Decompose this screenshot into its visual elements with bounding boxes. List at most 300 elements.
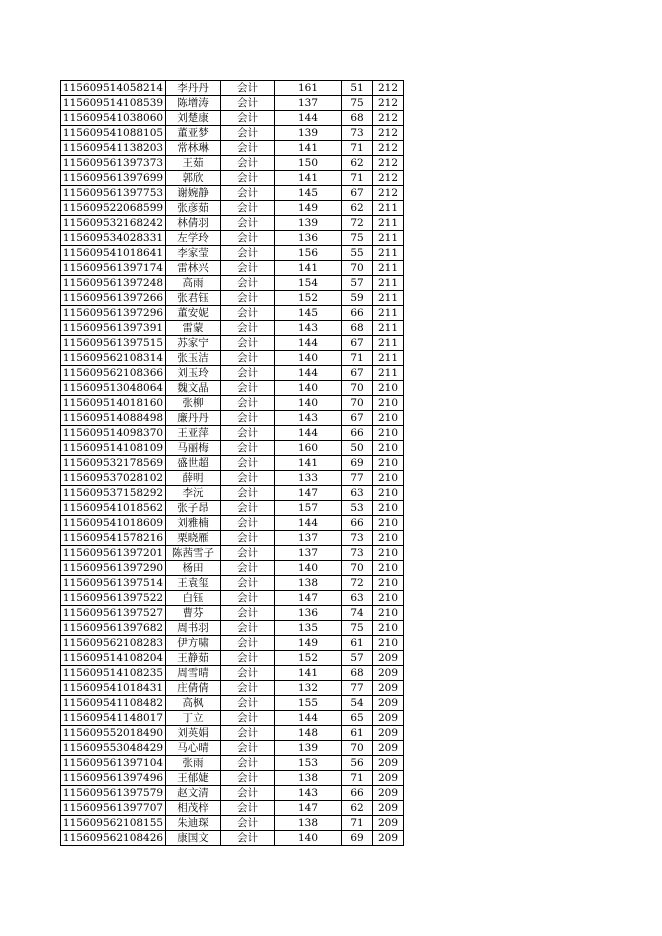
exam-id-cell: 115609561397391 bbox=[61, 321, 166, 336]
exam-id-cell: 115609541018431 bbox=[61, 681, 166, 696]
score-b-cell: 50 bbox=[342, 441, 373, 456]
score-a-cell: 138 bbox=[275, 771, 342, 786]
score-b-cell: 61 bbox=[342, 726, 373, 741]
table-row bbox=[61, 171, 404, 186]
table-row bbox=[61, 741, 404, 756]
name-cell: 刘英娟 bbox=[166, 726, 221, 741]
total-cell: 212 bbox=[373, 171, 404, 186]
major-cell: 会计 bbox=[221, 801, 275, 816]
score-b-cell: 62 bbox=[342, 801, 373, 816]
score-b-cell: 75 bbox=[342, 96, 373, 111]
score-a-cell: 140 bbox=[275, 396, 342, 411]
table-row bbox=[61, 381, 404, 396]
score-b-cell: 62 bbox=[342, 156, 373, 171]
exam-id-cell: 115609532178569 bbox=[61, 456, 166, 471]
score-a-cell: 148 bbox=[275, 726, 342, 741]
score-a-cell: 143 bbox=[275, 411, 342, 426]
exam-id-cell: 115609541018641 bbox=[61, 246, 166, 261]
major-cell: 会计 bbox=[221, 126, 275, 141]
score-a-cell: 154 bbox=[275, 276, 342, 291]
score-a-cell: 152 bbox=[275, 291, 342, 306]
table-row bbox=[61, 561, 404, 576]
total-cell: 211 bbox=[373, 261, 404, 276]
score-a-cell: 141 bbox=[275, 261, 342, 276]
exam-id-cell: 115609522068599 bbox=[61, 201, 166, 216]
major-cell: 会计 bbox=[221, 216, 275, 231]
name-cell: 高雨 bbox=[166, 276, 221, 291]
table-row bbox=[61, 156, 404, 171]
score-a-cell: 136 bbox=[275, 231, 342, 246]
table-row bbox=[61, 351, 404, 366]
major-cell: 会计 bbox=[221, 246, 275, 261]
name-cell: 白钰 bbox=[166, 591, 221, 606]
score-b-cell: 66 bbox=[342, 516, 373, 531]
score-a-cell: 139 bbox=[275, 741, 342, 756]
score-a-cell: 149 bbox=[275, 636, 342, 651]
name-cell: 刘玉玲 bbox=[166, 366, 221, 381]
exam-id-cell: 115609541108482 bbox=[61, 696, 166, 711]
score-b-cell: 65 bbox=[342, 711, 373, 726]
name-cell: 高枫 bbox=[166, 696, 221, 711]
exam-id-cell: 115609562108155 bbox=[61, 816, 166, 831]
major-cell: 会计 bbox=[221, 351, 275, 366]
name-cell: 王茹 bbox=[166, 156, 221, 171]
total-cell: 210 bbox=[373, 531, 404, 546]
name-cell: 魏文晶 bbox=[166, 381, 221, 396]
exam-id-cell: 115609514108235 bbox=[61, 666, 166, 681]
total-cell: 210 bbox=[373, 501, 404, 516]
major-cell: 会计 bbox=[221, 141, 275, 156]
total-cell: 210 bbox=[373, 561, 404, 576]
exam-id-cell: 115609514088498 bbox=[61, 411, 166, 426]
total-cell: 209 bbox=[373, 756, 404, 771]
name-cell: 相茂梓 bbox=[166, 801, 221, 816]
total-cell: 209 bbox=[373, 726, 404, 741]
score-b-cell: 66 bbox=[342, 306, 373, 321]
exam-id-cell: 115609537158292 bbox=[61, 486, 166, 501]
name-cell: 盛世超 bbox=[166, 456, 221, 471]
major-cell: 会计 bbox=[221, 666, 275, 681]
score-a-cell: 145 bbox=[275, 186, 342, 201]
total-cell: 212 bbox=[373, 141, 404, 156]
total-cell: 210 bbox=[373, 636, 404, 651]
major-cell: 会计 bbox=[221, 486, 275, 501]
total-cell: 210 bbox=[373, 606, 404, 621]
total-cell: 211 bbox=[373, 246, 404, 261]
score-a-cell: 143 bbox=[275, 321, 342, 336]
major-cell: 会计 bbox=[221, 276, 275, 291]
table-row bbox=[61, 186, 404, 201]
major-cell: 会计 bbox=[221, 696, 275, 711]
major-cell: 会计 bbox=[221, 381, 275, 396]
table-row bbox=[61, 321, 404, 336]
total-cell: 211 bbox=[373, 351, 404, 366]
total-cell: 209 bbox=[373, 741, 404, 756]
table-row bbox=[61, 531, 404, 546]
score-table-body bbox=[61, 81, 404, 846]
exam-id-cell: 115609561397699 bbox=[61, 171, 166, 186]
total-cell: 211 bbox=[373, 366, 404, 381]
total-cell: 209 bbox=[373, 801, 404, 816]
name-cell: 刘楚康 bbox=[166, 111, 221, 126]
score-a-cell: 138 bbox=[275, 816, 342, 831]
table-row bbox=[61, 411, 404, 426]
major-cell: 会计 bbox=[221, 711, 275, 726]
exam-id-cell: 115609561397290 bbox=[61, 561, 166, 576]
major-cell: 会计 bbox=[221, 411, 275, 426]
major-cell: 会计 bbox=[221, 186, 275, 201]
score-a-cell: 138 bbox=[275, 576, 342, 591]
table-row bbox=[61, 261, 404, 276]
score-b-cell: 70 bbox=[342, 741, 373, 756]
exam-id-cell: 115609561397174 bbox=[61, 261, 166, 276]
score-b-cell: 70 bbox=[342, 396, 373, 411]
total-cell: 210 bbox=[373, 591, 404, 606]
total-cell: 209 bbox=[373, 681, 404, 696]
score-a-cell: 160 bbox=[275, 441, 342, 456]
score-b-cell: 70 bbox=[342, 261, 373, 276]
exam-id-cell: 115609537028102 bbox=[61, 471, 166, 486]
score-a-cell: 147 bbox=[275, 486, 342, 501]
name-cell: 张子昂 bbox=[166, 501, 221, 516]
exam-id-cell: 115609561397248 bbox=[61, 276, 166, 291]
table-row bbox=[61, 216, 404, 231]
name-cell: 丁立 bbox=[166, 711, 221, 726]
total-cell: 210 bbox=[373, 576, 404, 591]
score-b-cell: 75 bbox=[342, 231, 373, 246]
total-cell: 209 bbox=[373, 651, 404, 666]
total-cell: 210 bbox=[373, 516, 404, 531]
name-cell: 雷林兴 bbox=[166, 261, 221, 276]
major-cell: 会计 bbox=[221, 171, 275, 186]
major-cell: 会计 bbox=[221, 606, 275, 621]
score-a-cell: 145 bbox=[275, 306, 342, 321]
table-row bbox=[61, 606, 404, 621]
name-cell: 周雪晴 bbox=[166, 666, 221, 681]
score-b-cell: 71 bbox=[342, 351, 373, 366]
name-cell: 雷蒙 bbox=[166, 321, 221, 336]
score-b-cell: 63 bbox=[342, 486, 373, 501]
major-cell: 会计 bbox=[221, 771, 275, 786]
total-cell: 211 bbox=[373, 201, 404, 216]
score-a-cell: 150 bbox=[275, 156, 342, 171]
name-cell: 张彦茹 bbox=[166, 201, 221, 216]
exam-id-cell: 115609562108366 bbox=[61, 366, 166, 381]
exam-id-cell: 115609514018160 bbox=[61, 396, 166, 411]
score-table bbox=[60, 80, 404, 846]
score-a-cell: 155 bbox=[275, 696, 342, 711]
score-a-cell: 149 bbox=[275, 201, 342, 216]
table-row bbox=[61, 81, 404, 96]
major-cell: 会计 bbox=[221, 231, 275, 246]
table-row bbox=[61, 546, 404, 561]
name-cell: 廉丹丹 bbox=[166, 411, 221, 426]
major-cell: 会计 bbox=[221, 396, 275, 411]
table-row bbox=[61, 681, 404, 696]
major-cell: 会计 bbox=[221, 576, 275, 591]
score-b-cell: 66 bbox=[342, 786, 373, 801]
total-cell: 209 bbox=[373, 666, 404, 681]
name-cell: 杨田 bbox=[166, 561, 221, 576]
name-cell: 薛明 bbox=[166, 471, 221, 486]
total-cell: 210 bbox=[373, 486, 404, 501]
name-cell: 庄倩倩 bbox=[166, 681, 221, 696]
table-row bbox=[61, 231, 404, 246]
exam-id-cell: 115609561397682 bbox=[61, 621, 166, 636]
total-cell: 210 bbox=[373, 426, 404, 441]
total-cell: 210 bbox=[373, 471, 404, 486]
name-cell: 郭欣 bbox=[166, 171, 221, 186]
score-b-cell: 70 bbox=[342, 561, 373, 576]
major-cell: 会计 bbox=[221, 261, 275, 276]
name-cell: 张君钰 bbox=[166, 291, 221, 306]
major-cell: 会计 bbox=[221, 471, 275, 486]
score-b-cell: 73 bbox=[342, 546, 373, 561]
total-cell: 209 bbox=[373, 816, 404, 831]
table-row bbox=[61, 306, 404, 321]
exam-id-cell: 115609514098370 bbox=[61, 426, 166, 441]
exam-id-cell: 115609562108314 bbox=[61, 351, 166, 366]
score-b-cell: 57 bbox=[342, 651, 373, 666]
total-cell: 211 bbox=[373, 231, 404, 246]
table-row bbox=[61, 576, 404, 591]
name-cell: 李家莹 bbox=[166, 246, 221, 261]
score-a-cell: 137 bbox=[275, 96, 342, 111]
score-a-cell: 152 bbox=[275, 651, 342, 666]
total-cell: 212 bbox=[373, 186, 404, 201]
major-cell: 会计 bbox=[221, 426, 275, 441]
total-cell: 209 bbox=[373, 831, 404, 846]
table-row bbox=[61, 141, 404, 156]
major-cell: 会计 bbox=[221, 81, 275, 96]
major-cell: 会计 bbox=[221, 96, 275, 111]
exam-id-cell: 115609561397201 bbox=[61, 546, 166, 561]
table-row bbox=[61, 771, 404, 786]
name-cell: 栗晓雁 bbox=[166, 531, 221, 546]
table-row bbox=[61, 291, 404, 306]
total-cell: 211 bbox=[373, 276, 404, 291]
score-a-cell: 141 bbox=[275, 141, 342, 156]
score-a-cell: 147 bbox=[275, 801, 342, 816]
exam-id-cell: 115609514108109 bbox=[61, 441, 166, 456]
name-cell: 朱迪琛 bbox=[166, 816, 221, 831]
exam-id-cell: 115609562108426 bbox=[61, 831, 166, 846]
name-cell: 陈茜雪子 bbox=[166, 546, 221, 561]
exam-id-cell: 115609541578216 bbox=[61, 531, 166, 546]
total-cell: 210 bbox=[373, 396, 404, 411]
score-b-cell: 69 bbox=[342, 831, 373, 846]
score-a-cell: 156 bbox=[275, 246, 342, 261]
exam-id-cell: 115609561397522 bbox=[61, 591, 166, 606]
score-a-cell: 137 bbox=[275, 531, 342, 546]
score-a-cell: 144 bbox=[275, 111, 342, 126]
name-cell: 周书羽 bbox=[166, 621, 221, 636]
score-a-cell: 143 bbox=[275, 786, 342, 801]
exam-id-cell: 115609514108204 bbox=[61, 651, 166, 666]
exam-id-cell: 115609561397707 bbox=[61, 801, 166, 816]
score-b-cell: 56 bbox=[342, 756, 373, 771]
exam-id-cell: 115609532168242 bbox=[61, 216, 166, 231]
major-cell: 会计 bbox=[221, 531, 275, 546]
score-a-cell: 147 bbox=[275, 591, 342, 606]
score-b-cell: 71 bbox=[342, 141, 373, 156]
major-cell: 会计 bbox=[221, 741, 275, 756]
score-a-cell: 140 bbox=[275, 561, 342, 576]
table-row bbox=[61, 96, 404, 111]
score-b-cell: 51 bbox=[342, 81, 373, 96]
table-row bbox=[61, 711, 404, 726]
name-cell: 李丹丹 bbox=[166, 81, 221, 96]
table-row bbox=[61, 516, 404, 531]
table-row bbox=[61, 636, 404, 651]
score-b-cell: 72 bbox=[342, 576, 373, 591]
score-b-cell: 61 bbox=[342, 636, 373, 651]
total-cell: 211 bbox=[373, 216, 404, 231]
table-row bbox=[61, 486, 404, 501]
table-row bbox=[61, 591, 404, 606]
table-row bbox=[61, 816, 404, 831]
table-row bbox=[61, 726, 404, 741]
table-row bbox=[61, 366, 404, 381]
name-cell: 左学玲 bbox=[166, 231, 221, 246]
name-cell: 王袁玺 bbox=[166, 576, 221, 591]
total-cell: 209 bbox=[373, 711, 404, 726]
major-cell: 会计 bbox=[221, 816, 275, 831]
score-a-cell: 153 bbox=[275, 756, 342, 771]
name-cell: 刘雅楠 bbox=[166, 516, 221, 531]
score-a-cell: 157 bbox=[275, 501, 342, 516]
table-row bbox=[61, 396, 404, 411]
exam-id-cell: 115609534028331 bbox=[61, 231, 166, 246]
exam-id-cell: 115609513048064 bbox=[61, 381, 166, 396]
major-cell: 会计 bbox=[221, 516, 275, 531]
exam-id-cell: 115609541018562 bbox=[61, 501, 166, 516]
score-b-cell: 74 bbox=[342, 606, 373, 621]
table-row bbox=[61, 786, 404, 801]
name-cell: 苏家宁 bbox=[166, 336, 221, 351]
major-cell: 会计 bbox=[221, 201, 275, 216]
score-b-cell: 59 bbox=[342, 291, 373, 306]
exam-id-cell: 115609561397753 bbox=[61, 186, 166, 201]
major-cell: 会计 bbox=[221, 441, 275, 456]
score-a-cell: 141 bbox=[275, 456, 342, 471]
exam-id-cell: 115609561397104 bbox=[61, 756, 166, 771]
name-cell: 张柳 bbox=[166, 396, 221, 411]
major-cell: 会计 bbox=[221, 306, 275, 321]
name-cell: 张玉洁 bbox=[166, 351, 221, 366]
table-row bbox=[61, 651, 404, 666]
score-b-cell: 55 bbox=[342, 246, 373, 261]
major-cell: 会计 bbox=[221, 756, 275, 771]
table-row bbox=[61, 831, 404, 846]
score-b-cell: 62 bbox=[342, 201, 373, 216]
score-a-cell: 140 bbox=[275, 351, 342, 366]
score-a-cell: 141 bbox=[275, 666, 342, 681]
total-cell: 210 bbox=[373, 456, 404, 471]
total-cell: 210 bbox=[373, 411, 404, 426]
exam-id-cell: 115609514108539 bbox=[61, 96, 166, 111]
table-row bbox=[61, 126, 404, 141]
name-cell: 伊方啸 bbox=[166, 636, 221, 651]
table-row bbox=[61, 246, 404, 261]
table-row bbox=[61, 696, 404, 711]
score-b-cell: 57 bbox=[342, 276, 373, 291]
name-cell: 谢婉静 bbox=[166, 186, 221, 201]
name-cell: 康国文 bbox=[166, 831, 221, 846]
major-cell: 会计 bbox=[221, 561, 275, 576]
exam-id-cell: 115609561397373 bbox=[61, 156, 166, 171]
major-cell: 会计 bbox=[221, 591, 275, 606]
score-a-cell: 140 bbox=[275, 831, 342, 846]
name-cell: 陈增涛 bbox=[166, 96, 221, 111]
table-row bbox=[61, 801, 404, 816]
score-b-cell: 67 bbox=[342, 336, 373, 351]
table-row bbox=[61, 441, 404, 456]
score-b-cell: 68 bbox=[342, 321, 373, 336]
major-cell: 会计 bbox=[221, 831, 275, 846]
major-cell: 会计 bbox=[221, 786, 275, 801]
exam-id-cell: 115609541018609 bbox=[61, 516, 166, 531]
score-a-cell: 132 bbox=[275, 681, 342, 696]
major-cell: 会计 bbox=[221, 456, 275, 471]
total-cell: 211 bbox=[373, 321, 404, 336]
total-cell: 210 bbox=[373, 381, 404, 396]
total-cell: 212 bbox=[373, 96, 404, 111]
table-row bbox=[61, 201, 404, 216]
score-b-cell: 53 bbox=[342, 501, 373, 516]
major-cell: 会计 bbox=[221, 726, 275, 741]
score-b-cell: 68 bbox=[342, 111, 373, 126]
exam-id-cell: 115609561397496 bbox=[61, 771, 166, 786]
total-cell: 212 bbox=[373, 81, 404, 96]
name-cell: 董亚梦 bbox=[166, 126, 221, 141]
score-b-cell: 68 bbox=[342, 666, 373, 681]
exam-id-cell: 115609553048429 bbox=[61, 741, 166, 756]
score-b-cell: 73 bbox=[342, 531, 373, 546]
total-cell: 212 bbox=[373, 111, 404, 126]
score-b-cell: 73 bbox=[342, 126, 373, 141]
score-b-cell: 71 bbox=[342, 771, 373, 786]
name-cell: 马心晴 bbox=[166, 741, 221, 756]
exam-id-cell: 115609561397515 bbox=[61, 336, 166, 351]
score-b-cell: 75 bbox=[342, 621, 373, 636]
score-a-cell: 133 bbox=[275, 471, 342, 486]
major-cell: 会计 bbox=[221, 366, 275, 381]
exam-id-cell: 115609561397514 bbox=[61, 576, 166, 591]
major-cell: 会计 bbox=[221, 636, 275, 651]
total-cell: 210 bbox=[373, 621, 404, 636]
score-b-cell: 69 bbox=[342, 456, 373, 471]
major-cell: 会计 bbox=[221, 546, 275, 561]
total-cell: 211 bbox=[373, 291, 404, 306]
score-a-cell: 144 bbox=[275, 426, 342, 441]
total-cell: 209 bbox=[373, 786, 404, 801]
major-cell: 会计 bbox=[221, 321, 275, 336]
score-a-cell: 136 bbox=[275, 606, 342, 621]
name-cell: 常林琳 bbox=[166, 141, 221, 156]
total-cell: 209 bbox=[373, 696, 404, 711]
table-row bbox=[61, 666, 404, 681]
major-cell: 会计 bbox=[221, 681, 275, 696]
score-a-cell: 144 bbox=[275, 516, 342, 531]
table-row bbox=[61, 621, 404, 636]
score-a-cell: 144 bbox=[275, 711, 342, 726]
name-cell: 董安妮 bbox=[166, 306, 221, 321]
table-row bbox=[61, 456, 404, 471]
score-b-cell: 67 bbox=[342, 186, 373, 201]
score-b-cell: 54 bbox=[342, 696, 373, 711]
major-cell: 会计 bbox=[221, 291, 275, 306]
